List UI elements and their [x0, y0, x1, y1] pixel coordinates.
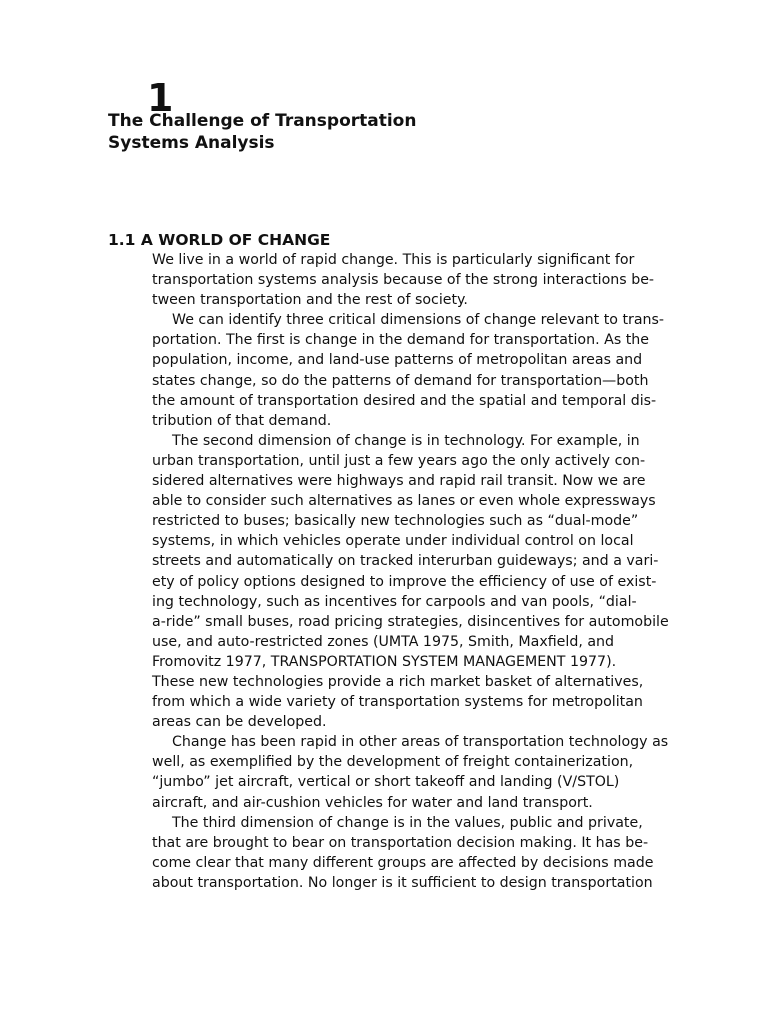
text-line: These new technologies provide a rich market basket of alternatives, [152, 673, 644, 690]
section-heading: 1.1 A WORLD OF CHANGE [108, 231, 331, 249]
text-line: systems, in which vehicles operate under individual control on local [152, 533, 634, 550]
chapter-title-line: Systems Analysis [108, 133, 275, 153]
chapter-title-line: The Challenge of Transportation [108, 111, 417, 131]
text-line: portation. The first is change in the demand for transportation. As the [152, 332, 650, 349]
text-line: tween transportation and the rest of society. [152, 292, 468, 309]
text-line: aircraft, and air-cushion vehicles for water and land transport. [152, 794, 593, 811]
chapter-title [108, 110, 416, 154]
text-line: that are brought to bear on transportation decision making. It has be- [152, 834, 649, 851]
text-line: well, as exemplified by the development of freight containerization, [152, 754, 634, 771]
text-line: streets and automatically on tracked interurban guideways; and a vari- [152, 553, 659, 570]
text-line: We can identify three critical dimensions of change relevant to trans- [172, 312, 665, 329]
text-line: tribution of that demand. [152, 412, 332, 429]
text-line: about transportation. No longer is it sufficient to design transportation [152, 874, 653, 891]
text-line: Fromovitz 1977, TRANSPORTATION SYSTEM MANAGEMENT 1977). [152, 653, 617, 670]
text-line: ety of policy options designed to improve the efficiency of use of exist- [152, 573, 657, 590]
text-line: population, income, and land-use patterns of metropolitan areas and [152, 352, 643, 369]
text-line: able to consider such alternatives as lanes or even whole expressways [152, 493, 656, 510]
text-line: the amount of transportation desired and the spatial and temporal dis- [152, 392, 657, 409]
text-line: a-ride” small buses, road pricing strategies, disincentives for automobile [152, 613, 669, 630]
text-line: We live in a world of rapid change. This is particularly significant for [152, 252, 635, 268]
text-line: areas can be developed. [152, 714, 327, 731]
text-line: The third dimension of change is in the values, public and private, [172, 814, 643, 831]
body-text [152, 250, 708, 893]
text-line: come clear that many different groups are affected by decisions made [152, 854, 654, 871]
text-line: The second dimension of change is in technology. For example, in [172, 432, 640, 449]
text-line: urban transportation, until just a few years ago the only actively con- [152, 452, 646, 469]
text-line: use, and auto-restricted zones (UMTA 1975, Smith, Maxfield, and [152, 633, 615, 650]
text-line: restricted to buses; basically new technologies such as “dual-mode” [152, 513, 639, 530]
text-line: from which a wide variety of transportation systems for metropolitan [152, 694, 643, 711]
text-line: sidered alternatives were highways and rapid rail transit. Now we are [152, 473, 646, 490]
text-line: Change has been rapid in other areas of transportation technology as [172, 734, 669, 751]
text-line: ing technology, such as incentives for carpools and van pools, “dial- [152, 593, 637, 610]
text-line: “jumbo” jet aircraft, vertical or short takeoff and landing (V/STOL) [152, 774, 620, 791]
chapter-number: 1 [147, 76, 174, 120]
text-line: transportation systems analysis because of the strong interactions be- [152, 272, 655, 289]
text-line: states change, so do the patterns of demand for transportation—both [152, 372, 649, 389]
